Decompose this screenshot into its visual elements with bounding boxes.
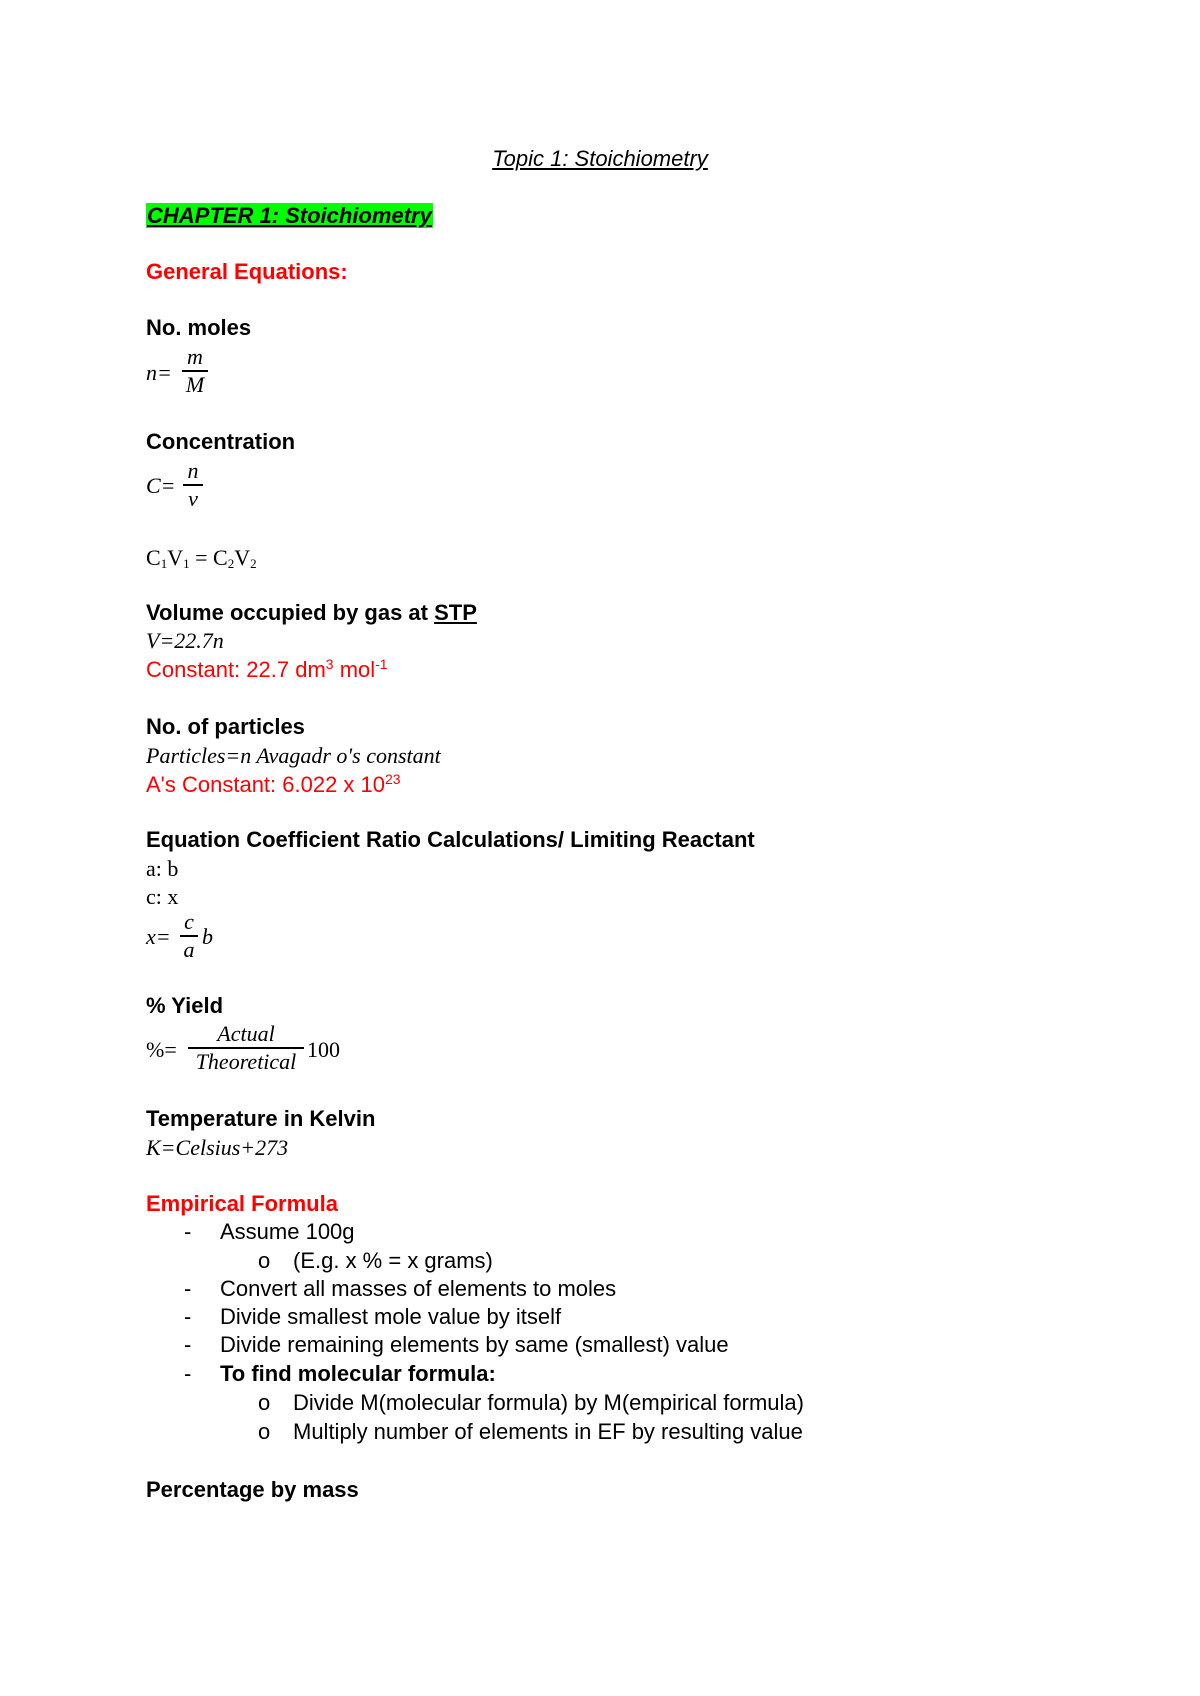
ratio-fraction (178, 911, 200, 961)
circle-marker: o (258, 1419, 271, 1444)
gas-heading-text: Volume occupied by gas at (146, 600, 435, 625)
gas-heading (146, 600, 477, 626)
moles-fraction (180, 346, 210, 396)
page-title: Topic 1: Stoichiometry (492, 146, 708, 171)
list-item: Assume 100g (220, 1219, 355, 1244)
dilution-sub: 2 (250, 556, 257, 571)
fraction-numerator: n (187, 458, 199, 483)
empirical-heading: Empirical Formula (146, 1191, 338, 1216)
dilution-c2: C (213, 545, 228, 570)
yield-heading: % Yield (146, 993, 224, 1018)
dilution-sub: 2 (227, 556, 235, 571)
moles-lhs: n= (146, 360, 172, 385)
list-item: Divide M(molecular formula) by M(empirical formula) (293, 1390, 804, 1415)
gas-equation: V=22.7n (146, 628, 224, 653)
chapter-highlight: CHAPTER 1: Stoichiometry (147, 203, 432, 228)
yield-lhs: %= (146, 1037, 177, 1062)
gas-constant-text: Constant: 22.7 dm (146, 657, 326, 682)
fraction-numerator: c (184, 909, 194, 934)
kelvin-heading: Temperature in Kelvin (146, 1106, 376, 1131)
dilution-v2: V (234, 545, 251, 570)
list-item: Divide smallest mole value by itself (220, 1304, 562, 1329)
particles-heading: No. of particles (146, 714, 305, 739)
dash-marker: - (184, 1219, 192, 1244)
gas-constant-sup: -1 (375, 656, 388, 672)
list-item: Convert all masses of elements to moles (220, 1276, 617, 1301)
fraction-denominator: M (185, 372, 205, 397)
dash-marker: - (184, 1304, 192, 1329)
yield-fraction (186, 1023, 306, 1073)
concentration-fraction (180, 460, 206, 510)
avogadro-constant (146, 771, 401, 798)
list-item: Divide remaining elements by same (smallest) value (220, 1332, 729, 1357)
chapter-heading (146, 203, 433, 229)
stp-term: STP (434, 600, 477, 625)
dash-marker: - (184, 1332, 192, 1357)
dilution-sub: 1 (183, 556, 190, 571)
moles-heading: No. moles (146, 315, 252, 340)
dilution-c1: C (146, 545, 161, 570)
gas-constant-unit: mol (333, 657, 376, 682)
fraction-denominator: Theoretical (195, 1049, 297, 1074)
dash-marker: - (184, 1276, 192, 1301)
yield-rhs: 100 (307, 1037, 340, 1062)
gas-constant-sup: 3 (325, 656, 334, 672)
fraction-denominator: a (183, 937, 195, 962)
circle-marker: o (258, 1390, 271, 1415)
kelvin-equation: K=Celsius+273 (146, 1135, 289, 1160)
particles-equation: Particles=n Avagadr o's constant (146, 743, 441, 768)
dilution-sub: 1 (160, 556, 168, 571)
dilution-v1: V (167, 545, 184, 570)
fraction-numerator: Actual (217, 1021, 275, 1046)
dilution-equals: = (189, 545, 213, 570)
avogadro-constant-text: A's Constant: 6.022 x 10 (146, 772, 386, 797)
ratio-line-1: a: b (146, 856, 179, 881)
ratio-line-2: c: x (146, 884, 179, 909)
fraction-numerator: m (187, 344, 203, 369)
concentration-heading: Concentration (146, 429, 296, 454)
list-item: Multiply number of elements in EF by resulting value (293, 1419, 803, 1444)
dash-marker: - (184, 1361, 192, 1386)
gas-constant (146, 656, 388, 683)
avogadro-constant-sup: 23 (385, 771, 401, 787)
concentration-lhs: C= (146, 473, 176, 498)
general-equations-heading: General Equations: (146, 259, 348, 284)
ratio-lhs: x= (146, 924, 171, 949)
ratio-heading: Equation Coefficient Ratio Calculations/ Limiting Reactant (146, 827, 755, 852)
list-item: (E.g. x % = x grams) (293, 1248, 493, 1273)
ratio-rhs: b (202, 924, 213, 949)
fraction-denominator: v (188, 486, 198, 511)
circle-marker: o (258, 1248, 271, 1273)
list-item: To find molecular formula: (220, 1361, 496, 1386)
dilution-equation (146, 545, 257, 572)
percentage-by-mass-heading: Percentage by mass (146, 1477, 359, 1502)
